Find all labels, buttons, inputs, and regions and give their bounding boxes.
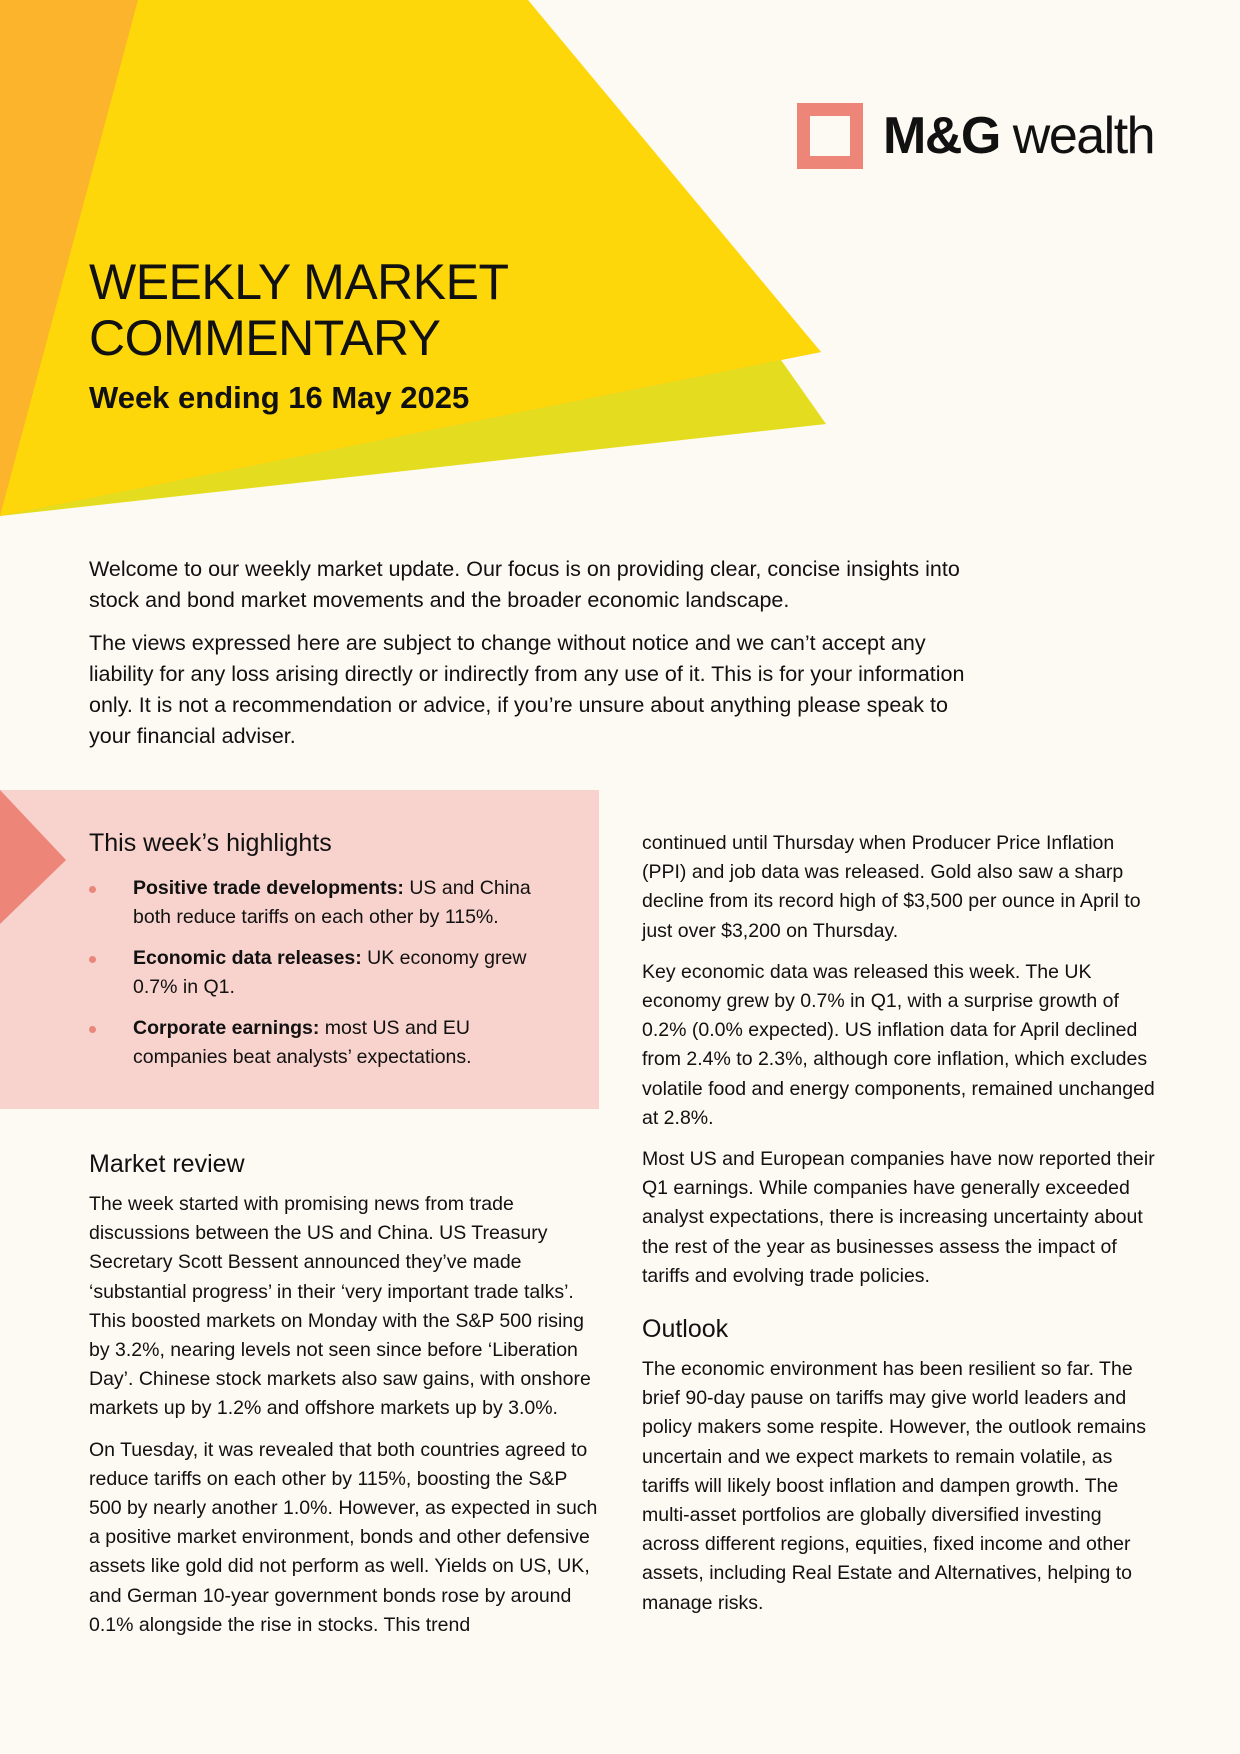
market-review-title: Market review [89,1150,245,1178]
highlight-label: Corporate earnings: [133,1017,320,1039]
market-review-column [89,1148,599,1652]
list-item [89,944,569,1002]
highlight-text: US and China both reduce tariffs on each other by 115%. [133,877,531,928]
highlight-label: Positive trade developments: [133,877,404,899]
market-review-paragraph: Key economic data was released this week. The UK economy grew by 0.7% in Q1, with a surprise growth of 0.2% (0.0% expected). US inflation data for April declined from 2.4% to 2.3%, although core inflation, which excludes volatile food and energy components, remained unchanged at 2.8%. [642,960,1155,1129]
bullet-icon [89,956,96,963]
highlights-list [89,874,569,1084]
market-review-paragraph: Most US and European companies have now reported their Q1 earnings. While companies have generally exceeded analyst expectations, there is increasing uncertainty about the rest of the year as businesses assess the impact of tariffs and evolving trade policies. [642,1148,1155,1287]
outlook-paragraph: The economic environment has been resilient so far. The brief 90-day pause on tariffs may give world leaders and policy makers some respite. However, the outlook remains uncertain and we expect markets to remain volatile, as tariffs will likely boost inflation and dampen growth. The multi-asset portfolios are globally diversified investing across different regions, equities, fixed income and other assets, including Real Estate and Alternatives, helping to manage risks. [642,1358,1146,1614]
logo-square-icon [797,103,863,169]
brand-logo [797,103,1154,169]
list-item [89,1014,569,1072]
logo-wordmark-light: wealth [1012,107,1155,165]
highlight-label: Economic data releases: [133,947,362,969]
page-title [89,254,509,366]
page-subtitle: Week ending 16 May 2025 [89,380,470,415]
highlight-text: UK economy grew 0.7% in Q1. [133,947,527,998]
market-review-paragraph: The week started with promising news from trade discussions between the US and China. US Treasury Secretary Scott Bessent announced they’ve made ‘substantial progress’ in their ‘very important trade talks’. This boosted markets on Monday with the S&P 500 rising by 3.2%, nearing levels not seen since before ‘Liberation Day’. Chinese stock markets also saw gains, with onshore markets up by 1.2% and offshore markets up by 3.0%. [89,1193,591,1420]
list-item [89,874,569,932]
intro-paragraph: Welcome to our weekly market update. Our focus is on providing clear, concise insights into stock and bond market movements and the broader economic landscape. [89,557,960,612]
right-column [642,829,1160,1630]
page-title-line2: COMMENTARY [89,310,441,366]
highlights-title: This week’s highlights [89,829,332,857]
page-title-line1: WEEKLY MARKET [89,254,509,310]
disclaimer-paragraph: The views expressed here are subject to change without notice and we can’t accept any liability for any loss arising directly or indirectly from any use of it. This is for your information only. It is not a recommendation or advice, if you’re unsure about anything please speak to your financial adviser. [89,631,965,748]
logo-wordmark [883,107,1155,165]
logo-wordmark-bold: M&G [883,107,1000,165]
market-review-paragraph: continued until Thursday when Producer Price Inflation (PPI) and job data was released. Gold also saw a sharp decline from its record high of $3,500 per ounce in April to just over $3,200 on Thursday. [642,832,1141,942]
highlights-arrow-icon [0,790,70,930]
bullet-icon [89,1026,96,1033]
highlight-text: most US and EU companies beat analysts’ expectations. [133,1017,472,1068]
market-review-paragraph: On Tuesday, it was revealed that both countries agreed to reduce tariffs on each other by 115%, boosting the S&P 500 by nearly another 1.0%. However, as expected in such a positive market environment, bonds and other defensive assets like gold did not perform as well. Yields on US, UK, and German 10-year government bonds rose by around 0.1% alongside the rise in stocks. This trend [89,1438,598,1636]
outlook-title: Outlook [642,1315,729,1344]
intro-section [89,554,989,764]
bullet-icon [89,886,96,893]
